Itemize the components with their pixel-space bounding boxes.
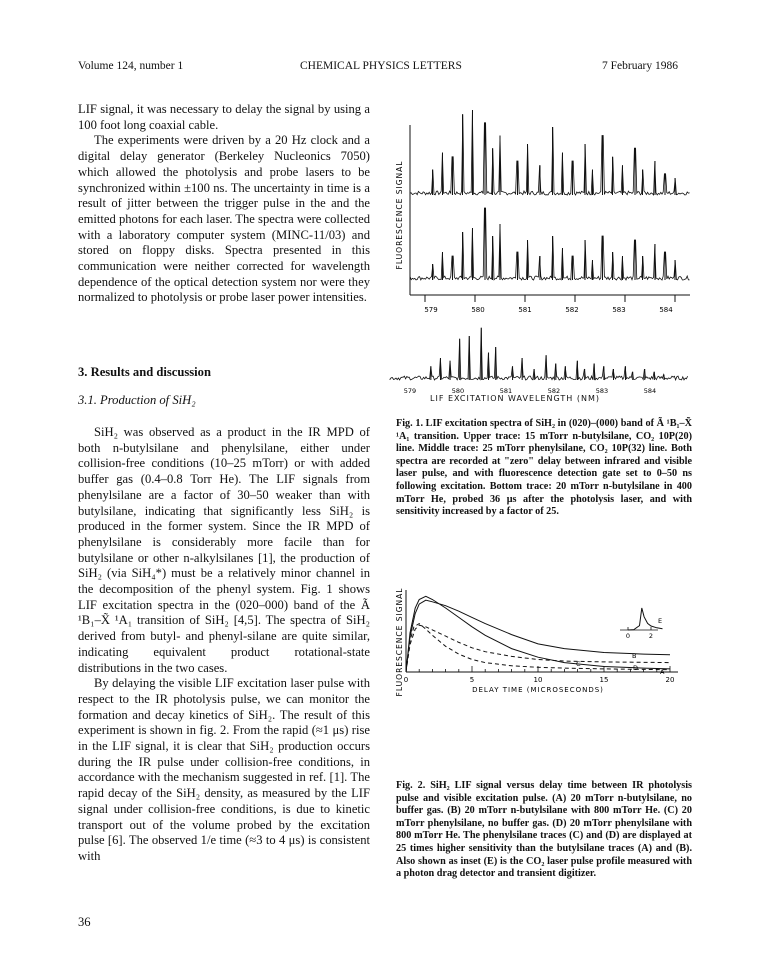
body-text-bottom — [78, 425, 370, 865]
fig1-tick-upper: 579 — [424, 306, 438, 314]
header-journal: CHEMICAL PHYSICS LETTERS — [300, 60, 462, 72]
fig2-curve-label-c: C — [576, 660, 581, 668]
fig2-curve-label-b: B — [632, 652, 637, 660]
fig2-ylabel: FLUORESCENCE SIGNAL — [395, 587, 404, 697]
fig2-plot-area — [406, 590, 678, 672]
fig1-ticklabels-upper — [424, 306, 673, 314]
fig1-tick-lower: 580 — [451, 387, 465, 395]
fig2-tick: 10 — [533, 676, 543, 684]
fig2-series-d — [406, 625, 670, 672]
header-volume: Volume 124, number 1 — [78, 60, 184, 72]
fig1-tick-upper: 581 — [518, 306, 532, 314]
section-heading: 3. Results and discussion — [78, 365, 211, 379]
page-number: 36 — [78, 915, 91, 929]
fig2-curve-label-e: E — [658, 617, 663, 625]
fig2-inset-tick: 2 — [648, 632, 654, 640]
fig2-curve-label-a: A — [660, 668, 665, 676]
fig2-caption-text: Fig. 2. SiH₂ LIF signal versus delay time between IR photolysis pulse and visible excitation pulse. (A) 20 mTorr n-butylsilane, no buffer gas. (B) 20 mTorr n-butylsilane with 800 mTorr He. (C) 20 mTorr phenylsilane, no buffer gas. (D) 20 mTorr phenylsilane with 800 mTorr He. The phenylsilane traces (C) and (D) are displayed at 25 times higher sensitivity than the butylsilane traces (A) and (B). Also shown as inset (E) is the CO₂ laser pulse profile measured with a photon drag detector and transient digitizer. — [396, 780, 692, 880]
fig2-tick: 5 — [469, 676, 475, 684]
fig2-series-c — [406, 624, 670, 672]
fig1-caption — [396, 418, 692, 519]
figure-2 — [388, 580, 698, 780]
paragraph-1: LIF signal, it was necessary to delay the signal by using a 100 foot long coaxial cable. — [78, 102, 370, 132]
fig1-tick-upper: 584 — [659, 306, 673, 314]
fig1-tick-upper: 582 — [565, 306, 579, 314]
fig2-tick: 0 — [403, 676, 409, 684]
subsection-heading: 3.1. Production of SiH₂ — [78, 393, 196, 407]
fig1-caption-text: Fig. 1. LIF excitation spectra of SiH₂ in (020)–(000) band of Ã ¹B₁–X̃ ¹A₁ transition. Upper trace: 15 mTorr n-butylsilane, CO₂ 10P(20) line. Middle trace: 25 mTorr phenylsilane, CO₂ 10P(32) line. Both spectra are recorded at "zero" delay between infrared and visible laser pulse, and with fluorescence detection gate set to 0–50 ns following excitation. Bottom trace: 20 mTorr n-butylsilane in 400 mTorr He, probed 36 μs after the photolysis laser, and with sensitivity increased by a factor of 25. — [396, 418, 692, 518]
paragraph-4: By delaying the visible LIF excitation laser pulse with respect to the IR photolysis pulse, we can monitor the formation and decay kinetics of SiH₂. The result of this experiment is shown in fig. 2. From the rapid (≈1 μs) rise in the LIF signal, it is clear that SiH₂ production occurs during the IR pulse under collision-free conditions, in accordance with the mechanism suggested in ref. [1]. The rapid decay of the SiH₂ density, as measured by the LIF signal under collision-free conditions, is due to kinetic transport out of the volume probed by the excitation pulse [6]. The observed 1/e time (≈3 to 4 μs) is consistent with — [78, 676, 370, 863]
paragraph-2: The experiments were driven by a 20 Hz clock and a digital delay generator (Berkeley Nucleonics 7050) which allowed the photolysis and probe lasers to be synchronized within ±100 ns. The uncertainty in time is a result of jitter between the trigger pulse in the and the emitted photons for each laser. The spectra were collected with a laboratory computer system (MINC-11/03) and stored on floppy disks. Spectra presented in this communication were neither corrected for wavelength dependence of the optical detection system nor were they normalized to photolysis or probe laser power intensities. — [78, 133, 370, 305]
fig1-tick-upper: 580 — [471, 306, 485, 314]
fig1-tick-lower: 583 — [595, 387, 609, 395]
body-text-top — [78, 102, 370, 306]
fig2-tick: 20 — [665, 676, 675, 684]
fig1-trace-upper — [410, 110, 690, 195]
paragraph-3: SiH₂ was observed as a product in the IR MPD of both n-butylsilane and phenylsilane, either under collision-free conditions (10–25 mTorr) or with added buffer gas (0.4–0.8 Torr He). The LIF signals from phenylsilane are a factor of 30–50 weaker than with butylsilane, indicating that significantly less SiH₂ is produced in the former system. Since the IR MPD of phenylsilane is considerably more facile than for butylsilane or other n-alkylsilanes [1], the production of SiH₂ (via SiH₄*) must be a relatively minor channel in the decomposition of the phenyl system. Fig. 1 shows LIF excitation spectra in the (020–000) band of the Ã ¹B₁–X̃ ¹A₁ transition of SiH₂ [4,5]. The spectra of SiH₂ derived from butyl- and phenyl-silane are quite similar, indicating equivalent product rotational-state distributions in the two cases. — [78, 425, 370, 675]
fig2-tick: 15 — [599, 676, 609, 684]
fig2-curve-label-d: D — [633, 664, 639, 672]
fig2-xlabel: DELAY TIME (MICROSECONDS) — [472, 686, 604, 694]
fig2-caption — [396, 780, 692, 881]
fig1-trace-middle — [410, 208, 690, 280]
fig1-xlabel: LIF EXCITATION WAVELENGTH (NM) — [430, 394, 600, 403]
fig1-tick-lower: 584 — [643, 387, 657, 395]
header-date: 7 February 1986 — [602, 60, 679, 72]
fig1-tick-lower: 579 — [403, 387, 417, 395]
fig1-ylabel: FLUORESCENCE SIGNAL — [395, 160, 404, 270]
fig1-trace-bottom — [390, 328, 688, 380]
fig1-tick-lower: 581 — [499, 387, 513, 395]
figure-1 — [388, 95, 698, 400]
fig1-plot-area — [390, 110, 690, 380]
fig1-tick-upper: 583 — [612, 306, 626, 314]
fig2-series-a — [406, 596, 670, 672]
fig1-tick-lower: 582 — [547, 387, 561, 395]
fig2-inset-tick: 0 — [625, 632, 631, 640]
